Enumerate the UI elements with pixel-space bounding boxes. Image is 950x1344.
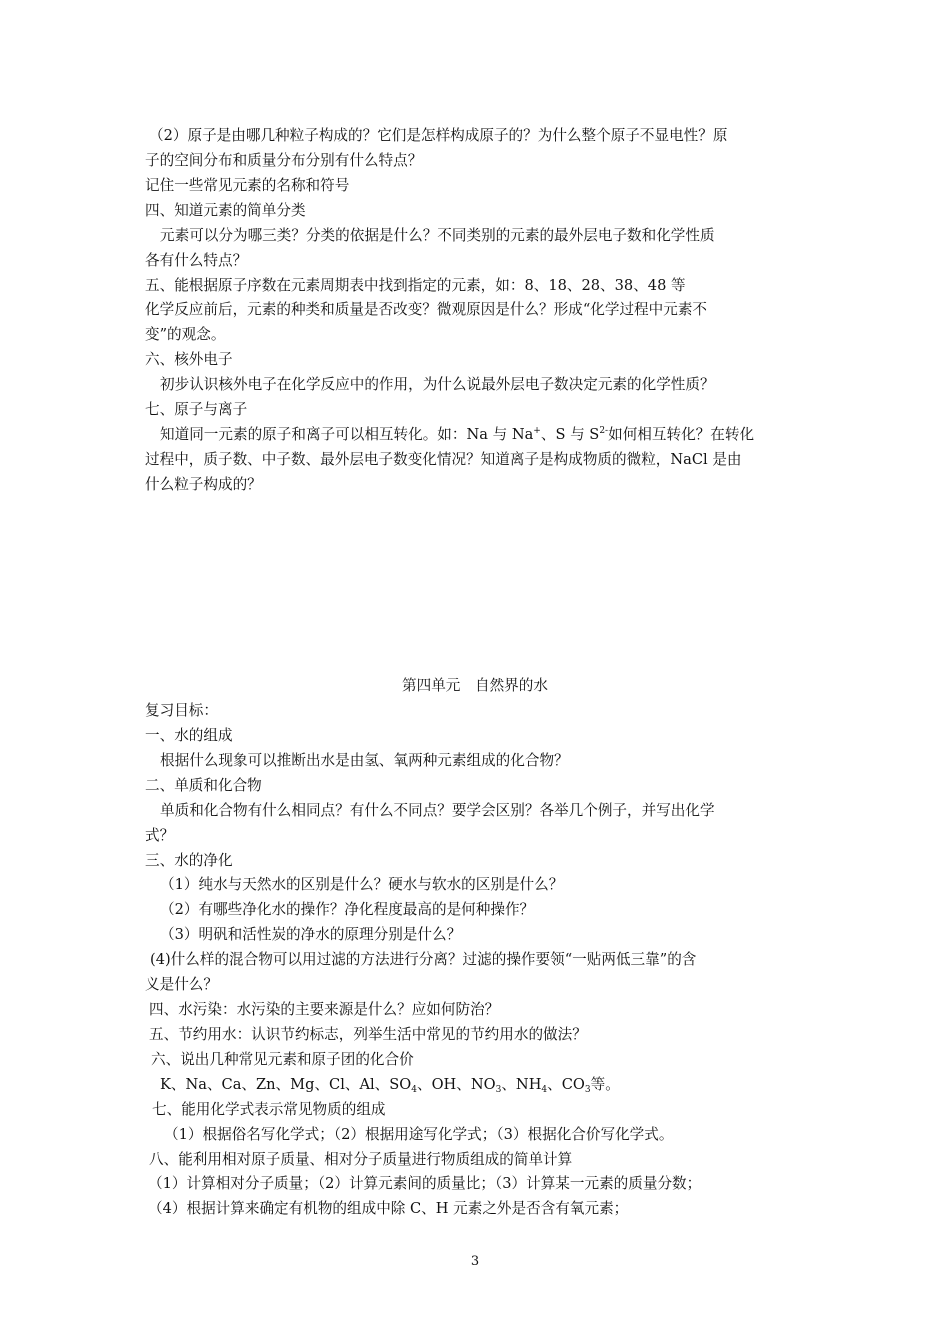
section-heading: 五、节约用水：认识节约标志，列举生活中常见的节约用水的做法？ [149,1026,587,1043]
list-item: （1）计算相对分子质量；（2）计算元素间的质量比；（3）计算某一元素的质量分数； [148,1175,702,1192]
text-line: 初步认识核外电子在化学反应中的作用，为什么说最外层电子数决定元素的化学性质？ [160,376,715,393]
text-line: 各有什么特点？ [145,252,248,269]
section-heading: 四、知道元素的简单分类 [145,202,306,219]
text-run: 、OH、NO [416,1076,496,1093]
text-line [160,423,830,448]
list-item: （4）根据计算来确定有机物的组成中除 C、H 元素之外是否含有氧元素； [148,1200,629,1217]
section-heading: 六、核外电子 [145,351,233,368]
list-item: （1）根据俗名写化学式；（2）根据用途写化学式；（3）根据化合价写化学式。 [164,1126,674,1143]
text-run: 如何相互转化？在转化 [608,426,755,443]
text-line: 记住一些常见元素的名称和符号 [145,177,350,194]
section-heading: 七、原子与离子 [145,401,248,418]
text-line: 复习目标： [145,702,218,719]
list-item: （3）明矾和活性炭的净水的原理分别是什么？ [160,926,462,943]
section-heading: 一、水的组成 [145,727,233,744]
section-heading: 五、能根据原子序数在元素周期表中找到指定的元素，如：8、18、28、38、48 等 [145,277,686,294]
section-heading: 二、单质和化合物 [145,777,262,794]
text-line: 什么粒子构成的？ [145,476,262,493]
subscript: 4 [541,1085,548,1095]
text-line: 式？ [145,827,175,844]
text-run: 、S 与 S [540,426,600,443]
text-line [160,1073,830,1098]
subscript: 3 [495,1085,502,1095]
section-heading: 三、水的净化 [145,852,233,869]
text-run: 、NH [501,1076,542,1093]
text-line: 元素可以分为哪三类？分类的依据是什么？不同类别的元素的最外层电子数和化学性质 [160,227,715,244]
subscript: 4 [411,1085,417,1095]
text-line: 单质和化合物有什么相同点？有什么不同点？要学会区别？各举几个例子，并写出化学 [160,802,715,819]
superscript: 2- [599,426,609,436]
section-heading: 四、水污染：水污染的主要来源是什么？应如何防治？ [149,1001,500,1018]
text-run: 等。 [590,1076,620,1093]
text-run: K、Na、Ca、Zn、Mg、Cl、Al、SO [160,1076,412,1093]
text-run: 、CO [547,1076,585,1093]
text-line: 变”的观念。 [145,326,226,343]
superscript: + [533,426,541,436]
section-heading: 八、能利用相对原子质量、相对分子质量进行物质组成的简单计算 [149,1151,573,1168]
list-item: （2）有哪些净化水的操作？净化程度最高的是何种操作？ [160,901,535,918]
list-item: （1）纯水与天然水的区别是什么？硬水与软水的区别是什么？ [160,876,564,893]
text-line: 过程中，质子数、中子数、最外层电子数变化情况？知道离子是构成物质的微粒，NaCl 是由 [145,451,742,468]
unit-title: 第四单元 自然界的水 [402,677,548,694]
list-item: (4)什么样的混合物可以用过滤的方法进行分离？过滤的操作要领“一贴两低三靠”的含 [150,951,697,968]
section-heading: 七、能用化学式表示常见物质的组成 [152,1101,386,1118]
text-line: （2）原子是由哪几种粒子构成的？它们是怎样构成原子的？为什么整个原子不显电性？原 [149,127,728,144]
page-number: 3 [470,1254,480,1269]
text-line: 化学反应前后，元素的种类和质量是否改变？微观原因是什么？形成“化学过程中元素不 [145,301,708,318]
text-line: 子的空间分布和质量分布分别有什么特点？ [145,152,423,169]
section-heading: 六、说出几种常见元素和原子团的化合价 [151,1051,414,1068]
text-run: 知道同一元素的原子和离子可以相互转化。如：Na 与 Na [160,426,534,443]
text-line: 根据什么现象可以推断出水是由氢、氧两种元素组成的化合物？ [160,752,569,769]
subscript: 3 [584,1085,591,1095]
text-line: 义是什么？ [145,976,218,993]
